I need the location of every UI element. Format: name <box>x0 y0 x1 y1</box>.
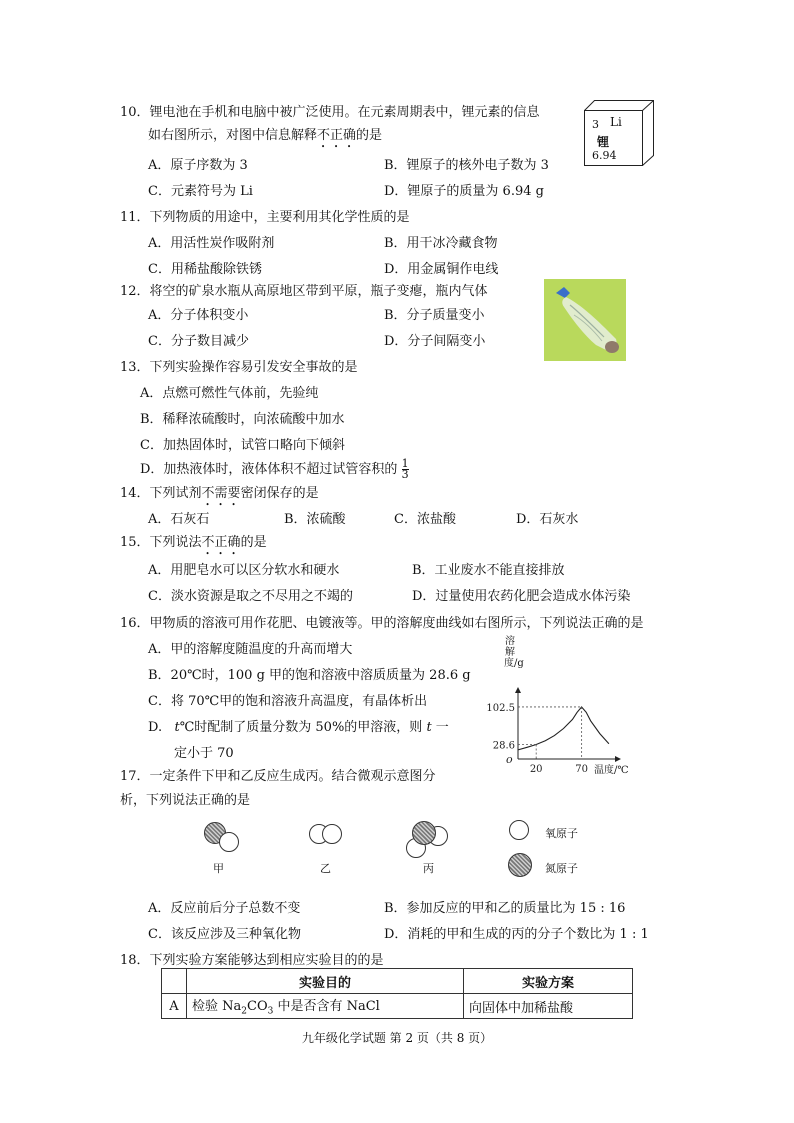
q14-option-d: D．石灰水 <box>516 512 579 527</box>
legend-nitrogen-atom <box>508 853 532 877</box>
q14-emphasis: 不需要 <box>201 486 241 501</box>
table-header-row <box>162 969 633 994</box>
label-jia: 甲 <box>213 862 224 875</box>
q10-option-c: C．元素符号为 Li <box>148 184 253 199</box>
q14-option-a: A．石灰石 <box>148 512 210 527</box>
q10-option-b: B．锂原子的核外电子数为 3 <box>384 158 549 173</box>
q13-option-d <box>140 458 409 480</box>
q17-option-a: A．反应前后分子总数不变 <box>148 901 301 916</box>
q11-stem: 11．下列物质的用途中，主要利用其化学性质的是 <box>120 210 410 225</box>
q10-stem-tail: 的是 <box>356 128 383 143</box>
q18-stem: 18．下列实验方案能够达到相应实验目的的是 <box>120 953 384 968</box>
q16-d-label: D. <box>148 720 175 735</box>
label-yi: 乙 <box>320 862 331 875</box>
table-header-empty <box>162 969 187 994</box>
q14-stem-text: 14．下列试剂 <box>120 486 202 501</box>
row-label: A <box>162 994 187 1019</box>
crushed-bottle-icon <box>544 279 626 361</box>
y-tick-label: 28.6 <box>492 740 515 752</box>
x-axis-label: 温度/℃ <box>594 765 629 776</box>
q16-d-text: ℃时配制了质量分数为 50%的甲溶液，则 <box>179 720 427 735</box>
x-tick-label: 20 <box>529 764 543 775</box>
q16-option-a: A．甲的溶解度随温度的升高而增大 <box>148 642 353 657</box>
q11-option-b: B．用干冰冷藏食物 <box>384 236 498 251</box>
q13-option-d-text: D．加热液体时，液体体积不超过试管容积的 <box>140 462 398 477</box>
q10-option-d: D．锂原子的质量为 6.94 g <box>384 184 544 199</box>
solubility-curve <box>518 707 609 750</box>
q13-option-a: A．点燃可燃性气体前，先验纯 <box>140 386 319 401</box>
q17-stem-line1: 17．一定条件下甲和乙反应生成丙。结合微观示意图分 <box>120 769 436 784</box>
table-row <box>162 994 633 1019</box>
y-axis-label: 溶解度/g <box>504 636 524 669</box>
q14-option-c: C．浓盐酸 <box>394 512 456 527</box>
q16-option-d <box>148 716 449 735</box>
q11-option-c: C．用稀盐酸除铁锈 <box>148 262 262 277</box>
q15-emphasis: 不正确 <box>201 535 241 550</box>
row-plan: 向固体中加稀盐酸 <box>464 994 633 1019</box>
q11-option-a: A．用活性炭作吸附剂 <box>148 236 275 251</box>
q13-option-b: B．稀释浓硫酸时，向浓硫酸中加水 <box>140 412 345 427</box>
q14-stem <box>120 482 319 509</box>
table-header-plan: 实验方案 <box>464 969 633 994</box>
q16-d-variable-2: t <box>426 720 432 735</box>
q15-stem-text: 15．下列说法 <box>120 535 202 550</box>
fraction-denominator: 3 <box>401 468 409 481</box>
q15-option-b: B．工业废水不能直接排放 <box>412 563 565 578</box>
q10-stem-text: 如右图所示，对图中信息解释 <box>148 128 318 143</box>
solubility-chart <box>486 636 648 776</box>
q15-stem <box>120 531 267 558</box>
q10-option-a: A．原子序数为 3 <box>148 158 248 173</box>
q13-option-c: C．加热固体时，试管口略向下倾斜 <box>140 438 345 453</box>
q10-stem-line2 <box>148 124 382 151</box>
bottle-photo <box>544 279 626 361</box>
q17-stem-line2: 析，下列说法正确的是 <box>120 793 251 808</box>
goal-subscript: 2 <box>241 1006 247 1017</box>
q11-option-d: D．用金属铜作电线 <box>384 262 499 277</box>
element-card-lithium <box>584 100 654 166</box>
one-third-fraction <box>402 459 409 480</box>
q14-stem-tail: 密闭保存的是 <box>240 486 319 501</box>
element-number: 3 <box>592 118 599 131</box>
row-goal <box>187 994 464 1019</box>
q17-option-d: D．消耗的甲和生成的丙的分子个数比为 1 : 1 <box>384 927 649 942</box>
q15-option-d: D．过量使用农药化肥会造成水体污染 <box>412 589 631 604</box>
q16-d-variable: t <box>174 720 180 735</box>
goal-text: 检验 Na <box>192 999 242 1015</box>
goal-subscript-2: 3 <box>267 1006 274 1017</box>
legend-oxygen-atom <box>509 820 529 840</box>
element-symbol: Li <box>610 115 622 129</box>
q15-option-c: C．淡水资源是取之不尽用之不竭的 <box>148 589 353 604</box>
goal-text-tail: 中是否含有 NaCl <box>273 999 380 1015</box>
page-footer: 九年级化学试题 第 2 页（共 8 页） <box>301 1031 493 1045</box>
q12-option-d: D．分子间隔变小 <box>384 334 486 349</box>
element-mass: 6.94 <box>592 149 617 162</box>
q16-option-d-line2: 定小于 70 <box>174 746 234 761</box>
q16-d-tail: 一 <box>431 720 449 735</box>
label-bing: 丙 <box>423 862 434 875</box>
legend-oxygen-label: 氧原子 <box>545 827 578 840</box>
nitrogen-atom <box>412 821 436 845</box>
element-name: 锂 <box>597 135 610 149</box>
q15-option-a: A．用肥皂水可以区分软水和硬水 <box>148 563 340 578</box>
q15-stem-tail: 的是 <box>240 535 267 550</box>
table-header-goal: 实验目的 <box>187 969 464 994</box>
fraction-numerator: 1 <box>401 457 409 470</box>
q10-stem-line1: 10．锂电池在手机和电脑中被广泛使用。在元素周期表中，锂元素的信息 <box>120 105 540 120</box>
q14-option-b: B．浓硫酸 <box>284 512 346 527</box>
q17-option-b: B．参加反应的甲和乙的质量比为 15 : 16 <box>384 901 626 916</box>
q13-stem: 13．下列实验操作容易引发安全事故的是 <box>120 360 358 375</box>
q16-option-b: B．20℃时，100 g 甲的饱和溶液中溶质质量为 28.6 g <box>148 668 471 683</box>
legend-nitrogen-label: 氮原子 <box>545 862 578 875</box>
oxygen-atom <box>322 824 342 844</box>
goal-text-mid: CO <box>247 999 268 1015</box>
origin-label: o <box>506 753 513 766</box>
q16-stem: 16．甲物质的溶液可用作花肥、电镀液等。甲的溶解度曲线如右图所示，下列说法正确的是 <box>120 616 644 631</box>
q12-stem: 12．将空的矿泉水瓶从高原地区带到平原，瓶子变瘪，瓶内气体 <box>120 284 488 299</box>
q16-option-c: C．将 70℃甲的饱和溶液升高温度，有晶体析出 <box>148 694 428 709</box>
y-tick-label: 102.5 <box>486 702 515 714</box>
oxygen-atom <box>219 832 239 852</box>
q10-emphasis: 不正确 <box>317 128 357 143</box>
q12-option-b: B．分子质量变小 <box>384 308 485 323</box>
x-tick-label: 70 <box>575 764 589 775</box>
q17-option-c: C．该反应涉及三种氧化物 <box>148 927 301 942</box>
q12-option-c: C．分子数目减少 <box>148 334 249 349</box>
solubility-chart-svg <box>486 636 648 776</box>
q18-table <box>161 968 633 1019</box>
q12-option-a: A．分子体积变小 <box>148 308 249 323</box>
